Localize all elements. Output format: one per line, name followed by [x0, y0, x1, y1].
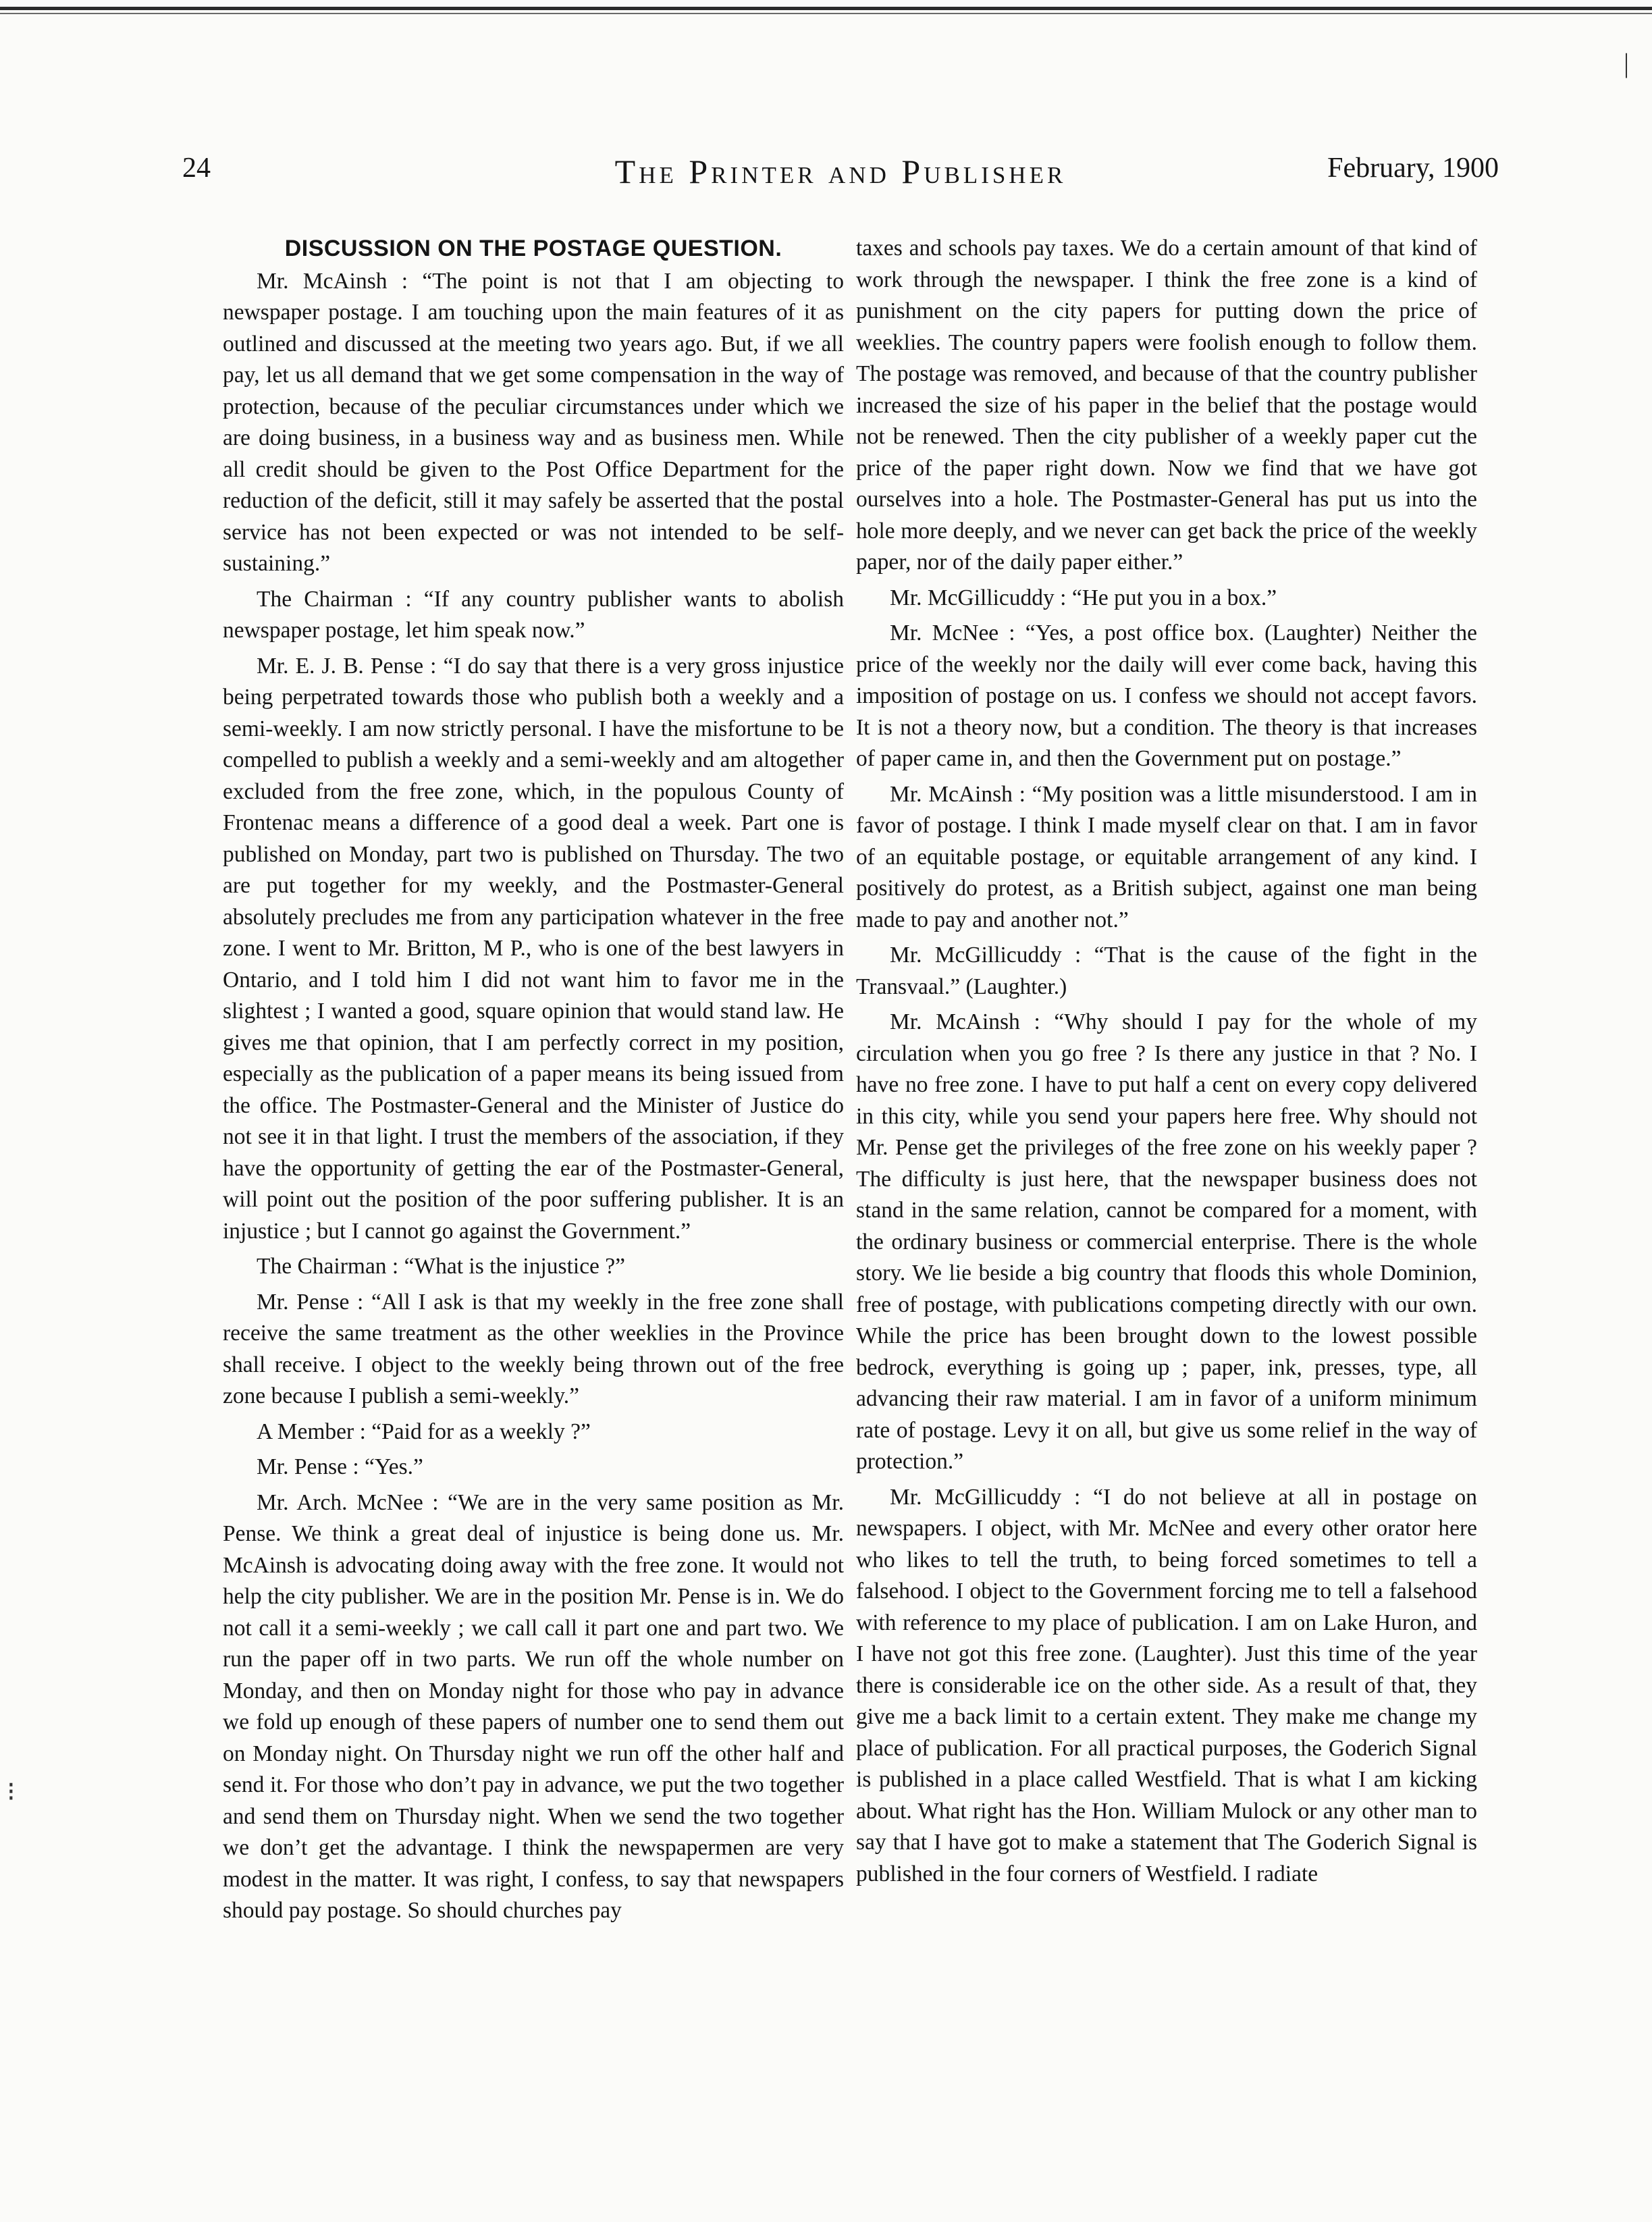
paragraph: Mr. McNee : “Yes, a post office box. (Laughter) Neither the price of the weekly nor the daily will ever come back, having this imposition of postage on us. I confess we should not accept favors. It is not a theory now, but a condition. The theory is that increases of paper came in, and then the Government put on postage.” [856, 620, 1477, 771]
page-number: 24 [182, 153, 211, 184]
running-header [182, 152, 1499, 192]
paragraph: The Chairman : “If any country publisher wants to abolish newspaper postage, let him speak now.” [223, 586, 844, 643]
paragraph: Mr. McGillicuddy : “I do not believe at all in postage on newspapers. I object, with Mr. McNee and every other orator here who likes to tell the truth, to being forced sometimes to tell a falsehood. I object to the Government forcing me to tell a falsehood with reference to my place of publication. I am on Lake Huron, and I have not got this free zone. (Laughter). Just this time of the year there is considerable ice on the other side. As a result of that, they give me a back limit to a certain extent. They make me change my place of publication. For all practical purposes, the Goderich Signal is published in a place called Westfield. That is what I am kicking about. What right has the Hon. William Mulock or any other man to say that I have got to make a statement that The Goderich Signal is published in the four corners of Westfield. I radiate [856, 1484, 1477, 1886]
paragraph: taxes and schools pay taxes. We do a certain amount of that kind of work through the newspaper. I think the free zone is a kind of punishment on the city papers for putting down the price of weeklies. The country papers were foolish enough to follow them. The postage was removed, and because of that the country publisher increased the size of his paper in the belief that the postage would not be renewed. Then the city publisher of a weekly paper cut the price of the paper right down. Now we find that we have got ourselves into a hole. The Postmaster-General has put us into the hole more deeply, and we never can get back the price of the weekly paper, nor of the daily paper either.” [856, 236, 1477, 575]
right-column [856, 233, 1477, 1894]
left-column [223, 233, 844, 1931]
article-title: DISCUSSION ON THE POSTAGE QUESTION. [284, 236, 782, 261]
paragraph: Mr. McAinsh : “My position was a little misunderstood. I am in favor of postage. I think I made myself clear on that. I am in favor of an equitable postage, or equitable arrangement of any kind. I positively do protest, as a British subject, against one man being made to pay and another not.” [856, 781, 1477, 932]
paragraph: Mr. McAinsh : “Why should I pay for the whole of my circulation when you go free ? Is there any justice in that ? No. I have no free zone. I have to put half a cent on every copy delivered in this city, while you send your papers here free. Why should not Mr. Pense get the privileges of the free zone on his weekly paper ? The difficulty is just here, that the newspaper business does not stand in the same relation, cannot be compared for a moment, with the ordinary business or commercial enterprise. There is the whole story. We lie beside a big country that floods this whole Dominion, free of postage, with publications competing directly with our own. While the price has been brought down to the lowest possible bedrock, everything is going up ; paper, ink, presses, type, all advancing their raw material. I am in favor of a uniform minimum rate of postage. Levy it on all, but give us some relief in the way of protection.” [856, 1009, 1477, 1474]
top-rule [0, 7, 1652, 16]
paragraph: Mr. McGillicuddy : “That is the cause of the fight in the Transvaal.” (Laughter.) [856, 943, 1477, 999]
paragraph: Mr. McGillicuddy : “He put you in a box.” [890, 585, 1277, 610]
margin-mark: ⁝ [7, 1776, 16, 1807]
paragraph: Mr. McAinsh : “The point is not that I am objecting to newspaper postage. I am touching upon the main features of it as outlined and discussed at the meeting two years ago. But, if we all pay, let us all demand that we get some compensation in the way of protection, because of the peculiar circumstances under which we are doing business, in a business way and as business men. While all credit should be given to the Post Office Department for the reduction of the deficit, still it may safely be asserted that the postal service has not been expected or was not intended to be self-sustaining.” [223, 268, 844, 576]
paragraph: Mr. Pense : “Yes.” [257, 1454, 423, 1479]
paragraph: Mr. E. J. B. Pense : “I do say that there is a very gross injustice being perpetrated towards those who publish both a weekly and a semi-weekly. I am now strictly personal. I have the misfortune to be compelled to publish a weekly and a semi-weekly and am altogether excluded from the free zone, which, in the populous County of Frontenac means a difference of a good deal a week. Part one is published on Monday, part two is published on Thursday. The two are put together for my weekly, and the Postmaster-General absolutely precludes me from any participation whatever in the free zone. I went to Mr. Britton, M P., who is one of the best lawyers in Ontario, and I told him I did not want him to favor me in the slightest ; I wanted a good, square opinion that would stand law. He gives me that opinion, that I am perfectly correct in my position, especially as the publication of a paper means its being issued from the office. The Postmaster-General and the Minister of Justice do not see it in that light. I trust the members of the association, if they have the opportunity of getting the ear of the Postmaster-General, will point out the position of the poor suffering publisher. It is an injustice ; but I cannot go against the Government.” [223, 653, 844, 1244]
issue-date: February, 1900 [1327, 153, 1499, 184]
paragraph: Mr. Arch. McNee : “We are in the very same position as Mr. Pense. We think a great deal of injustice is being done us. Mr. McAinsh is advocating doing away with the free zone. It would not help the city publisher. We are in the position Mr. Pense is in. We do not call it a semi-weekly ; we call call it part one and part two. We run the paper off in two parts. We run off the whole number on Monday, and then on Monday night for those who pay in advance we fold up enough of these papers of number one to send them out on Monday night. On Thursday night we run off the other half and send it. For those who don’t pay in advance, we put the two together and send them on Thursday night. When we send the two together we don’t get the advantage. I think the newspapermen are very modest in the matter. It was right, I confess, to say that newspapers should pay postage. So should churches pay [223, 1489, 844, 1923]
margin-mark: | [1624, 48, 1630, 78]
paragraph: The Chairman : “What is the injustice ?” [257, 1254, 626, 1279]
journal-title: The Printer and Publisher [614, 153, 1067, 190]
paragraph: Mr. Pense : “All I ask is that my weekly in the free zone shall receive the same treatment as the other weeklies in the Province shall receive. I object to the weekly being thrown out of the free zone because I publish a semi-weekly.” [223, 1289, 844, 1408]
paragraph: A Member : “Paid for as a weekly ?” [257, 1419, 591, 1444]
